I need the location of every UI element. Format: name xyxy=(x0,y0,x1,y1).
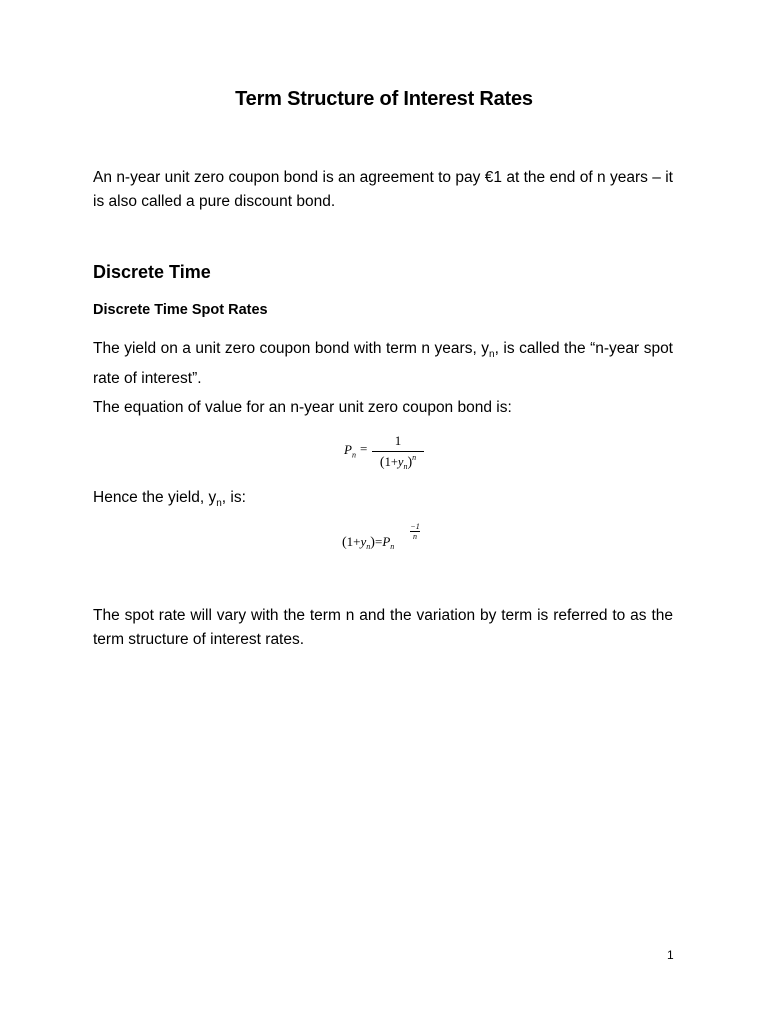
eq2-body: $(1+y_n)=P_n$ xyxy=(342,534,395,551)
yield-text-b: , is called the “n-year spot rate of interest”. xyxy=(93,340,673,388)
page-title: Term Structure of Interest Rates xyxy=(235,88,533,110)
equation-intro-paragraph: The equation of value for an n-year unit zero coupon bond is: xyxy=(93,399,512,416)
eq1-numerator: 1 xyxy=(394,433,402,448)
hence-text-b: , is: xyxy=(221,489,246,506)
eq1-lhs: $P_n$ xyxy=(344,442,356,460)
subsection-heading: Discrete Time Spot Rates xyxy=(93,302,268,318)
hence-subscript: n xyxy=(216,498,222,510)
section-heading: Discrete Time xyxy=(93,262,211,282)
yield-paragraph xyxy=(93,337,673,391)
eq1-denominator: $(1+y_n)^n$ xyxy=(379,453,417,471)
eq1-equals: = xyxy=(360,441,368,456)
page-number: 1 xyxy=(667,948,674,962)
eq2-exponent xyxy=(409,522,421,541)
yield-equation xyxy=(342,522,432,554)
price-equation xyxy=(344,432,434,474)
hence-text-a: Hence the yield, y xyxy=(93,489,217,506)
yield-text-a: The yield on a unit zero coupon bond with term n years, y xyxy=(93,340,490,357)
eq1-fraction xyxy=(372,432,424,472)
eq2-exp-denominator: n xyxy=(413,532,417,541)
intro-paragraph: An n-year unit zero coupon bond is an agreement to pay €1 at the end of n years – it is also called a pure discount bond. xyxy=(93,169,673,210)
conclusion-paragraph: The spot rate will vary with the term n and the variation by term is referred to as the term structure of interest rates. xyxy=(93,607,673,648)
yield-subscript: n xyxy=(489,349,495,361)
hence-paragraph xyxy=(93,486,673,516)
eq1-fraction-bar xyxy=(372,451,424,452)
eq2-exp-numerator: −1 xyxy=(410,522,420,531)
